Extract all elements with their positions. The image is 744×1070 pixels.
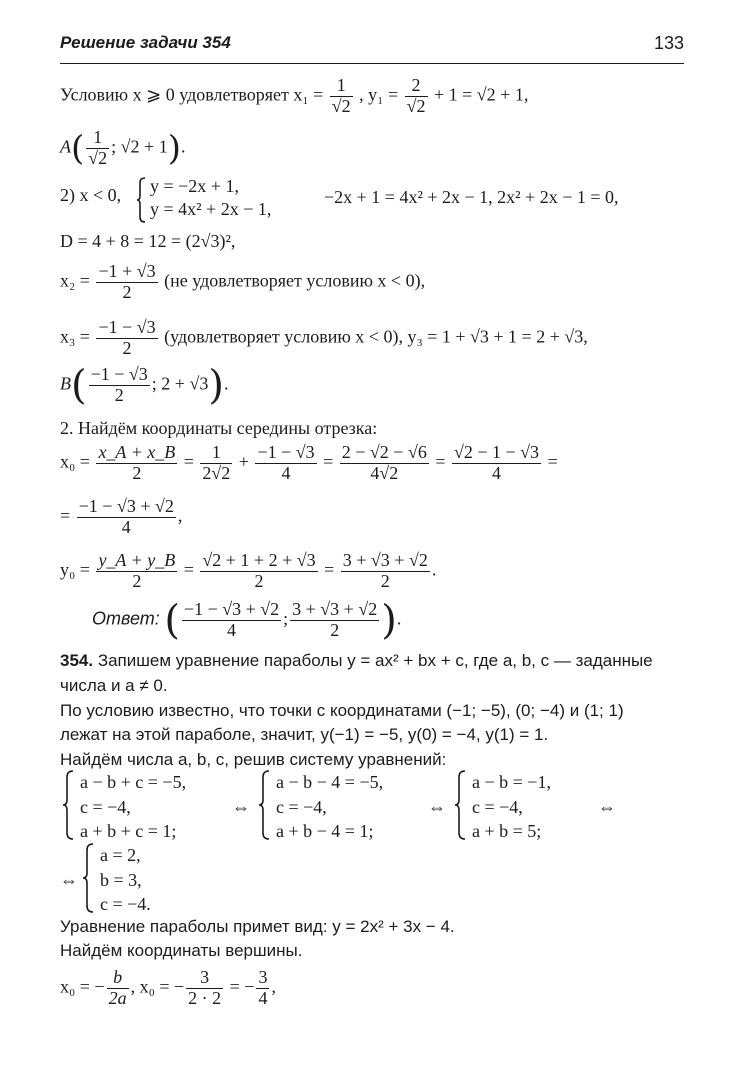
header-rule xyxy=(60,63,684,64)
text-segment: Запишем уравнение параболы y = ax² + bx + c, где a, b, c — заданные xyxy=(93,651,653,670)
fraction: $\frac{3 + √3 + √2}{2}$ xyxy=(292,599,378,640)
period: . xyxy=(396,608,402,629)
fraction: $\frac{-1 - √3}{2}$ xyxy=(98,317,156,358)
system-a-row: a − b + c = −5, xyxy=(80,772,187,792)
point-b-line xyxy=(60,362,229,409)
text-segment: x₀ = − xyxy=(60,976,105,997)
period: . xyxy=(431,559,437,580)
problem-354-line6: Уравнение параболы примет вид: y = 2x² + 3x − 4. xyxy=(60,917,455,936)
fraction: $\frac{y\_A + y\_B}{2}$ xyxy=(98,550,176,591)
point-label: A xyxy=(60,136,71,157)
x0-continuation xyxy=(60,497,182,538)
point-a-line xyxy=(60,128,185,169)
equals: = xyxy=(430,451,450,472)
equals: = xyxy=(318,451,338,472)
fraction: $\frac{3 + √3 + √2}{2}$ xyxy=(342,550,428,591)
system-b-row: a − b − 4 = −5, xyxy=(276,772,384,792)
x0-line xyxy=(60,443,558,484)
paren-close: ) xyxy=(208,362,224,409)
discriminant-line: D = 4 + 8 = 12 = (2√3)², xyxy=(60,231,236,251)
equals: = xyxy=(179,559,199,580)
fraction: $\frac{√2 - 1 - √3}{4}$ xyxy=(454,442,540,483)
problem-354-line5: Найдём числа a, b, c, решив систему уравнений: xyxy=(60,750,447,769)
period: . xyxy=(223,373,229,394)
running-header xyxy=(60,33,684,67)
problem-354-line3: По условию известно, что точки с координатами (−1; −5), (0; −4) и (1; 1) xyxy=(60,701,624,720)
comma: , xyxy=(177,505,183,526)
fraction: $\frac{-1 - √3}{2}$ xyxy=(90,364,148,405)
text-segment: ; √2 + 1 xyxy=(111,136,168,157)
text-segment: , y₁ = xyxy=(359,84,403,105)
equals: = xyxy=(179,451,199,472)
system-a-row: c = −4, xyxy=(80,797,131,817)
equals: = xyxy=(319,559,339,580)
text-segment: x₃ = xyxy=(60,326,95,347)
system-brace xyxy=(136,177,146,223)
system-a-row: a + b + c = 1; xyxy=(80,821,177,841)
system-brace xyxy=(454,770,466,845)
x1-y1-line xyxy=(60,76,528,117)
vertex-line xyxy=(60,968,276,1009)
text-segment: (не удовлетворяет условию x < 0), xyxy=(164,270,426,291)
text-segment: = − xyxy=(225,976,255,997)
problem-354-line2: числа и a ≠ 0. xyxy=(60,676,168,695)
answer-line xyxy=(92,597,402,644)
text-segment: Условию x ⩾ 0 удовлетворяет x₁ = xyxy=(60,84,328,105)
fraction: $\frac{-1 - √3 + √2}{4}$ xyxy=(78,496,174,537)
text-segment: + 1 = √2 + 1, xyxy=(434,84,529,105)
fraction: $\frac{-1 + √3}{2}$ xyxy=(98,261,156,302)
x3-line xyxy=(60,318,588,359)
fraction: $\frac{1}{√2}$ xyxy=(331,75,351,116)
fraction: $\frac{√2 + 1 + 2 + √3}{2}$ xyxy=(202,550,316,591)
text-segment: , x₀ = − xyxy=(130,976,185,997)
text-segment: (удовлетворяет условию x < 0), y₃ = 1 + √3 + 1 = 2 + √3, xyxy=(164,326,588,347)
equals: = xyxy=(60,505,75,526)
system-d-row: c = −4. xyxy=(100,894,151,914)
system-b-row: c = −4, xyxy=(276,797,327,817)
problem-354-line7: Найдём координаты вершины. xyxy=(60,941,303,960)
paren-open: ( xyxy=(71,362,87,409)
text-segment: , xyxy=(271,976,276,997)
system-d-row: b = 3, xyxy=(100,870,142,890)
paren-close: ) xyxy=(381,597,397,644)
equivalence-sign: ⇔ xyxy=(598,797,616,817)
text-segment: x₂ = xyxy=(60,270,95,291)
system-line: y = −2x + 1, xyxy=(150,176,239,196)
fraction: $\frac{3}{2 \cdot 2}$ xyxy=(188,967,222,1008)
step2-line: 2. Найдём координаты середины отрезка: xyxy=(60,418,378,438)
point-label: B xyxy=(60,373,71,394)
equals: = xyxy=(543,451,558,472)
paren-close: ) xyxy=(167,128,181,169)
paren-open: ( xyxy=(71,128,85,169)
plus: + xyxy=(234,451,254,472)
problem-354-line1 xyxy=(60,652,653,669)
system-brace xyxy=(258,770,270,845)
y0-line xyxy=(60,551,436,592)
fraction: $\frac{x\_A + x\_B}{2}$ xyxy=(98,442,176,483)
paren-open: ( xyxy=(164,597,180,644)
equivalence-sign: ⇔ xyxy=(428,797,446,817)
equivalence-sign: ⇔ xyxy=(232,797,250,817)
text-segment: y₀ = xyxy=(60,559,95,580)
system-c-row: a − b = −1, xyxy=(472,772,551,792)
problem-number: 354. xyxy=(60,651,94,670)
fraction: $\frac{1}{2√2}$ xyxy=(202,442,231,483)
semicolon: ; xyxy=(283,608,289,629)
fraction: $\frac{2 - √2 - √6}{4√2}$ xyxy=(341,442,427,483)
x2-line xyxy=(60,262,425,303)
system-c-row: a + b = 5; xyxy=(472,821,542,841)
text-segment: x₀ = xyxy=(60,451,95,472)
system-b-row: a + b − 4 = 1; xyxy=(276,821,374,841)
page-number: 133 xyxy=(653,33,684,53)
system-brace xyxy=(62,770,74,845)
answer-label: Ответ: xyxy=(92,608,160,629)
equivalence-sign: ⇔ xyxy=(60,870,78,890)
system-c-row: c = −4, xyxy=(472,797,523,817)
equation: −2x + 1 = 4x² + 2x − 1, 2x² + 2x − 1 = 0, xyxy=(324,187,619,207)
period: . xyxy=(180,136,186,157)
fraction: $\frac{1}{√2}$ xyxy=(88,127,108,168)
fraction: $\frac{-1 - √3}{4}$ xyxy=(257,442,315,483)
problem-354-line4: лежат на этой параболе, значит, y(−1) = −5, y(0) = −4, y(1) = 1. xyxy=(60,725,549,744)
text-segment: ; 2 + √3 xyxy=(151,373,209,394)
system-brace xyxy=(82,843,94,918)
case2-label: 2) x < 0, xyxy=(60,185,122,205)
fraction: $\frac{b}{2a}$ xyxy=(108,967,127,1008)
system-d-row: a = 2, xyxy=(100,845,141,865)
header-title: Решение задачи 354 xyxy=(60,33,231,52)
system-line: y = 4x² + 2x − 1, xyxy=(150,199,272,219)
fraction: $\frac{-1 - √3 + √2}{4}$ xyxy=(183,599,280,640)
fraction: $\frac{3}{4}$ xyxy=(258,967,268,1008)
fraction: $\frac{2}{√2}$ xyxy=(406,75,426,116)
